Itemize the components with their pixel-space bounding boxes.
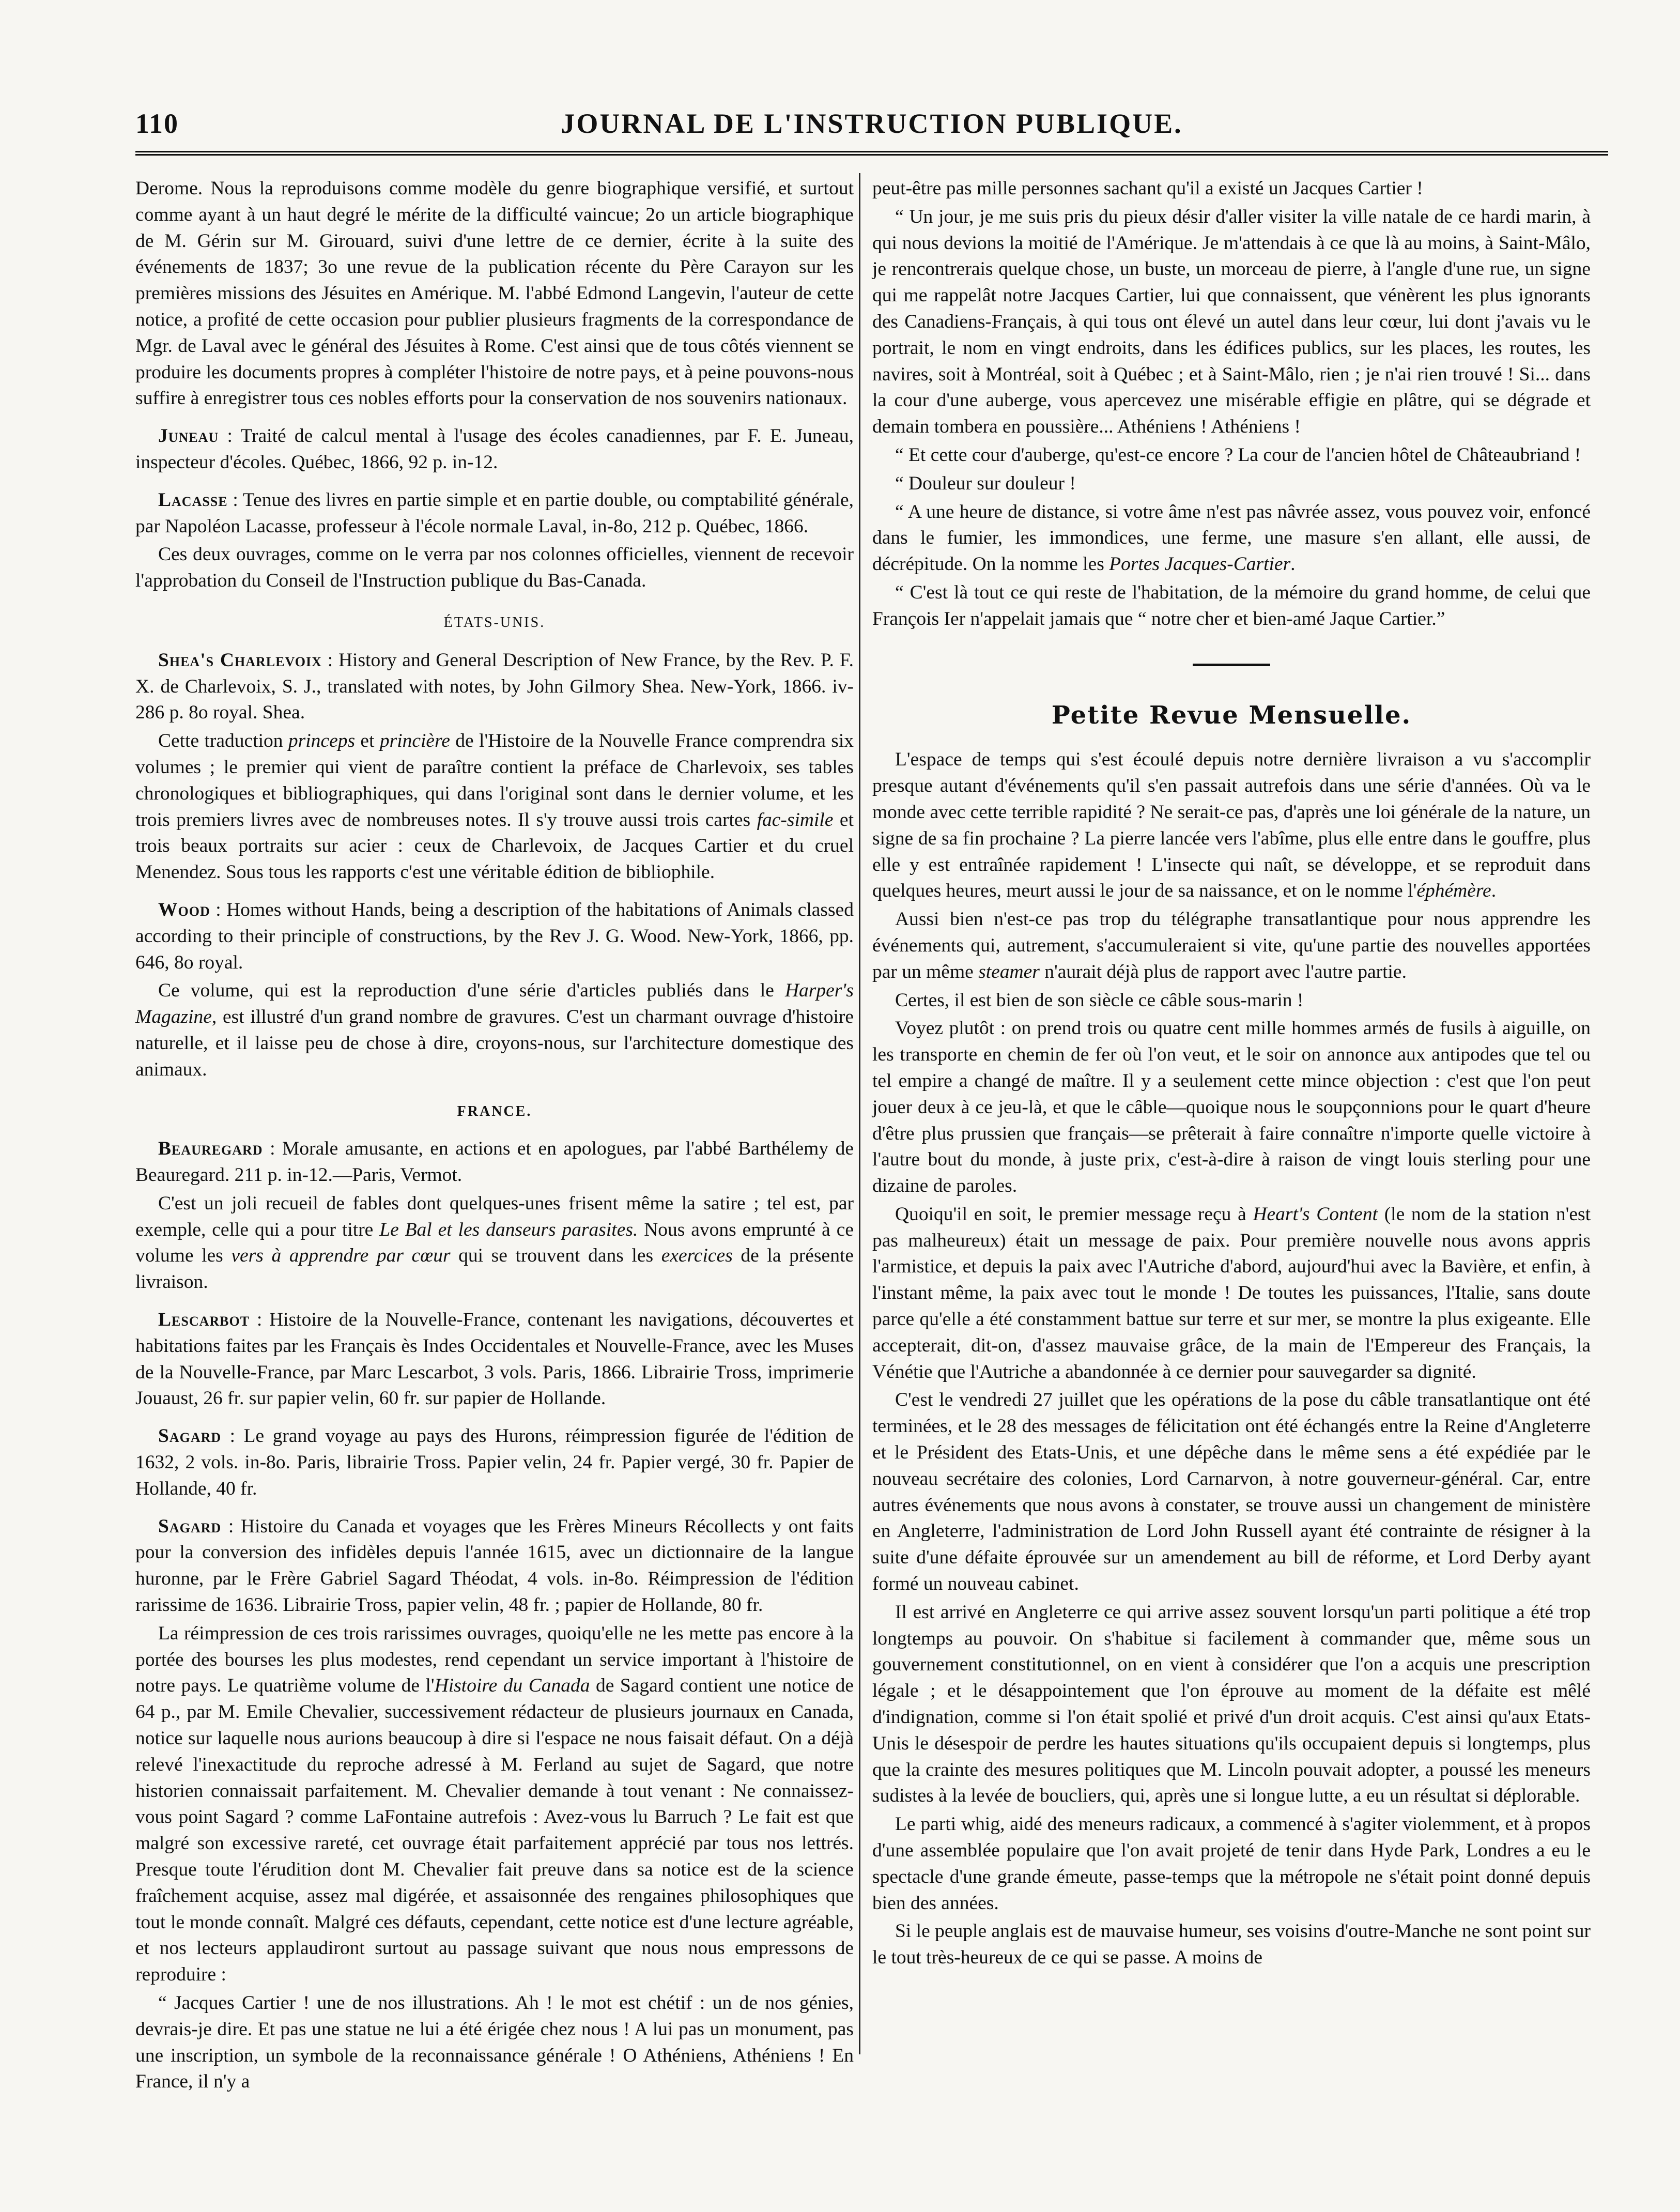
quotation: peut-être pas mille personnes sachant qu'il a existé un Jacques Cartier ! [872, 178, 1423, 199]
section-divider [1193, 664, 1270, 666]
section-heading: ÉTATS-UNIS. [443, 614, 546, 631]
entry-author: Shea's Charlevoix [158, 649, 322, 671]
quotation: “ Un jour, je me suis pris du pieux désir d'aller visiter la ville natale de ce hardi marin, à qui nous devions la moitié de l'Amérique. Je m'attendais à ce que là au moins, à Saint-Mâlo, je rencontrerais quelque chose, un buste, un morceau de pierre, à l'angle d'une rue, un signe qui me rappelât notre Jacques Cartier, lui que connaissent, que vénèrent les plus ignorants des Canadiens-Français, à qui tous ont élevé un autel dans leur cœur, lui dont j'avais vu le portrait, le nom en vingt endroits, dans les édifices publics, sur les places, les routes, les navires, soit à Montréal, soit à Québec ; et à Saint-Mâlo, rien ; je n'ai rien trouvé ! Si... dans la cour d'une auberge, vous apercevez une misérable effigie en plâtre, qui se dégrade et demain tombera en poussière... Athéniens ! Athéniens ! [872, 206, 1591, 438]
bibliography-entry: Lacasse : Tenue des livres en partie simple et en partie double, ou comptabilité générale, par Napoléon Lacasse, professeur à l'école normale Laval, in-8o, 212 p. Québec, 1866. [135, 489, 854, 537]
paragraph: Cette traduction princeps et princière de l'Histoire de la Nouvelle France comprendra six volumes ; le premier qui vient de paraître contient la préface de Charlevoix, ses tables chronologiques et bibliographiques, qui dans l'original sont dans le dernier volume, et les trois premiers livres avec de nombreuses notes. Il s'y trouve aussi trois cartes fac-simile et trois beaux portraits sur acier : ceux de Charlevoix, de Jacques Cartier et du cruel Menendez. Sous tous les rapports c'est une véritable édition de bibliophile. [135, 730, 854, 883]
bibliography-entry: Sagard : Le grand voyage au pays des Hurons, réimpression figurée de l'édition de 1632, 2 vols. in-8o. Paris, librairie Tross. Papier velin, 24 fr. Papier vergé, 30 fr. Papier de Hollande, 40 fr. [135, 1425, 854, 1499]
paragraph: La réimpression de ces trois rarissimes ouvrages, quoiqu'elle ne les mette pas encore à la portée des bourses les plus modestes, rend cependant un service important à l'histoire de notre pays. Le quatrième volume de l'Histoire du Canada de Sagard contient une notice de 64 p., par M. Emile Chevalier, successivement rédacteur de plusieurs journaux en Canada, notice sur laquelle nous aurions beaucoup à dire si l'espace ne nous faisait défaut. On a déjà relevé l'inexactitude du reproche adressé à M. Ferland au sujet de Sagard, que notre historien connaissait parfaitement. M. Chevalier demande à tout venant : Ne connaissez-vous point Sagard ? comme LaFontaine autrefois : Avez-vous lu Barruch ? Le fait est que malgré son excessive rareté, cet ouvrage était parfaitement apprécié par tous nos lettrés. Presque toute l'érudition dont M. Chevalier fait preuve dans sa notice est de la science fraîchement acquise, assez mal digérée, et assaisonnée des rengaines philosophiques que tout le monde connaît. Malgré ces défauts, cependant, cette notice est d'une lecture agréable, et nos lecteurs applaudiront surtout au passage suivant que nous nous empressons de reproduire : [135, 1622, 854, 1986]
article-title: Petite Revue Mensuelle. [1051, 700, 1412, 730]
page-number: 110 [135, 108, 179, 139]
left-column [135, 176, 854, 2107]
paragraph: C'est un joli recueil de fables dont quelques-unes frisent même la satire ; tel est, par exemple, celle qui a pour titre Le Bal et les danseurs parasites. Nous avons emprunté à ce volume les vers à apprendre par cœur qui se trouvent dans les exercices de la présente livraison. [135, 1192, 854, 1293]
bibliography-entry: Wood : Homes without Hands, being a description of the habitations of Animals classed according to their principle of constructions, by the Rev J. G. Wood. New-York, 1866, pp. 646, 8o royal. [135, 899, 854, 973]
paragraph: Voyez plutôt : on prend trois ou quatre cent mille hommes armés de fusils à aiguille, on les transporte en chemin de fer où l'on veut, et le soir on annonce aux antipodes que tel ou tel empire a changé de maître. Il y a seulement cette mince objection : c'est que l'on peut jouer deux à ce jeu-là, et que le câble—quoique nous le soupçonnions pour le quart d'heure d'être plus prussien que français—se prêterait à faire connaître n'importe quelle victoire à l'autre bout du monde, à juste prix, c'est-à-dire à raison de vingt louis sterling pour une dizaine de paroles. [872, 1018, 1591, 1197]
quotation: “ Douleur sur douleur ! [895, 472, 1076, 494]
paragraph: Quoiqu'il en soit, le premier message reçu à Heart's Content (le nom de la station n'est pas malheureux) était un message de paix. Pour première nouvelle nous avons appris l'armistice, et depuis la paix avec l'Autriche d'abord, aujourd'hui avec la Bavière, et enfin, à l'instant même, la paix avec tout le monde ! De toutes les puissances, l'Italie, sans doute parce qu'elle a été constamment battue sur terre et sur mer, se montre la plus exigeante. Elle accepterait, dit-on, d'assez mauvaise grâce, de la main de l'Empereur des Français, la Vénétie que l'Autriche a abandonnée à ce dernier pour sauvegarder sa dignité. [872, 1203, 1591, 1382]
entry-author: Beauregard [158, 1138, 263, 1160]
quotation: “ Jacques Cartier ! une de nos illustrations. Ah ! le mot est chétif : un de nos génies, devrais-je dire. Et pas une statue ne lui a été érigée chez nous ! A lui pas un monument, pas une inscription, un symbole de la reconnaissance générale ! O Athéniens, Athéniens ! En France, il n'y a [135, 1992, 854, 2093]
bibliography-entry: Juneau : Traité de calcul mental à l'usage des écoles canadiennes, par F. E. Juneau, inspecteur d'écoles. Québec, 1866, 92 p. in-12. [135, 425, 854, 473]
paragraph: Ces deux ouvrages, comme on le verra par nos colonnes officielles, viennent de recevoir l'approbation du Conseil de l'Instruction publique du Bas-Canada. [135, 544, 854, 592]
bibliography-entry: Sagard : Histoire du Canada et voyages que les Frères Mineurs Récollects y ont faits pour la conversion des infidèles depuis l'année 1615, avec un dictionnaire de la langue huronne, par le Frère Gabriel Sagard Théodat, 4 vols. in-8o. Réimpression de l'édition rarissime de 1636. Librairie Tross, papier velin, 48 fr. ; papier de Hollande, 80 fr. [135, 1515, 854, 1616]
bibliography-entry: Shea's Charlevoix : History and General Description of New France, by the Rev. P. F. X. de Charlevoix, S. J., translated with notes, by John Gilmory Shea. New-York, 1866. iv-286 p. 8o royal. Shea. [135, 649, 854, 724]
paragraph: Le parti whig, aidé des meneurs radicaux, a commencé à s'agiter violemment, et à propos d'une assemblée populaire que l'on avait projeté de tenir dans Hyde Park, Londres a eu le spectacle d'une grande émeute, passe-temps que la métropole ne s'était point donné depuis bien des années. [872, 1814, 1591, 1914]
bibliography-entry: Lescarbot : Histoire de la Nouvelle-France, contenant les navigations, découvertes et habitations faites par les Français ès Indes Occidentales et Nouvelle-France, avec les Muses de la Nouvelle-France, par Marc Lescarbot, 3 vols. Paris, 1866. Librairie Tross, imprimerie Jouaust, 26 fr. sur papier velin, 60 fr. sur papier de Hollande. [135, 1309, 854, 1409]
entry-author: Wood [158, 899, 210, 920]
quotation: “ C'est là tout ce qui reste de l'habitation, de la mémoire du grand homme, de celui que François Ier n'appelait jamais que “ notre cher et bien-amé Jaque Cartier.” [872, 581, 1591, 629]
page-header [135, 98, 1608, 145]
entry-author: Lescarbot [158, 1309, 250, 1331]
bibliography-entry: Beauregard : Morale amusante, en actions et en apologues, par l'abbé Barthélemy de Beauregard. 211 p. in-12.—Paris, Vermot. [135, 1138, 854, 1186]
entry-author: Sagard [158, 1425, 222, 1447]
paragraph: Derome. Nous la reproduisons comme modèle du genre biographique versifié, et surtout comme ayant à un haut degré le mérite de la difficulté vaincue; 2o un article biographique de M. Gérin sur M. Girouard, suivi d'une lettre de ce dernier, écrite à la suite des événements de 1837; 3o une revue de la publication récente du Père Carayon sur les premières missions des Jésuites en Amérique. M. l'abbé Edmond Langevin, l'auteur de cette notice, a profité de cette occasion pour publier plusieurs fragments de la correspondance de Mgr. de Laval avec le général des Jésuites à Rome. C'est ainsi que de tous côtés viennent se produire les documents propres à compléter l'histoire de notre pays, et à peine pouvons-nous suffire à enregistrer tous ces nobles efforts pour la conservation de nos souvenirs nationaux. [135, 178, 854, 409]
paragraph: Si le peuple anglais est de mauvaise humeur, ses voisins d'outre-Manche ne sont point sur le tout très-heureux de ce qui se passe. A moins de [872, 1921, 1591, 1969]
paragraph: Certes, il est bien de son siècle ce câble sous-marin ! [895, 989, 1304, 1011]
paragraph: Aussi bien n'est-ce pas trop du télégraphe transatlantique pour nous apprendre les événements qui, autrement, s'accumuleraient si vite, qu'une partie des nouvelles apportées par un même steamer n'aurait déjà plus de rapport avec l'autre partie. [872, 909, 1591, 982]
right-column [872, 176, 1591, 1973]
header-rule [135, 151, 1608, 156]
section-heading: FRANCE. [457, 1103, 532, 1119]
running-title: JOURNAL DE L'INSTRUCTION PUBLIQUE. [561, 108, 1183, 139]
quotation: “ Et cette cour d'auberge, qu'est-ce encore ? La cour de l'ancien hôtel de Châteaubriand ! [895, 444, 1581, 466]
paragraph: Ce volume, qui est la reproduction d'une série d'articles publiés dans le Harper's Magazine, est illustré d'un grand nombre de gravures. C'est un charmant ouvrage d'histoire naturelle, et il laisse peu de chose à dire, croyons-nous, sur l'architecture domestique des animaux. [135, 980, 854, 1080]
paragraph: C'est le vendredi 27 juillet que les opérations de la pose du câble transatlantique ont été terminées, et le 28 des messages de félicitation ont été échangés entre la Reine d'Angleterre et le Président des Etats-Unis, et une dépêche dans le même sens a été expédiée par le nouveau secrétaire des colonies, Lord Carnarvon, à notre gouverneur-général. Car, entre autres événements que nous avons à constater, se trouve aussi un changement de ministère en Angleterre, l'administration de Lord John Russell ayant été contrainte de résigner à la suite d'une défaite éprouvée sur un amendement au bill de réforme, et Lord Derby ayant formé un nouveau cabinet. [872, 1389, 1591, 1595]
paragraph: L'espace de temps qui s'est écoulé depuis notre dernière livraison a vu s'accomplir presque autant d'événements qu'il s'en passait autrefois dans une série d'années. Où va le monde avec cette terrible rapidité ? Ne serait-ce pas, d'après une loi générale de la nature, un signe de sa fin prochaine ? La pierre lancée vers l'abîme, plus elle entre dans le gouffre, plus elle y est entraînée rapidement ! L'insecte qui naît, se développe, et se reproduit dans quelques heures, meurt aussi le jour de sa naissance, et on le nomme l'éphémère. [872, 749, 1591, 902]
entry-author: Juneau [158, 425, 219, 447]
entry-author: Lacasse [158, 489, 228, 511]
entry-author: Sagard [158, 1515, 222, 1537]
quotation: “ A une heure de distance, si votre âme n'est pas nâvrée assez, vous pouvez voir, enfoncé dans le fumier, les immondices, une ferme, une masure s'en allant, elle aussi, de décrépitude. On la nomme les Portes Jacques-Cartier. [872, 501, 1591, 575]
column-divider [859, 173, 860, 2054]
paragraph: Il est arrivé en Angleterre ce qui arrive assez souvent lorsqu'un parti politique a été trop longtemps au pouvoir. On s'habitue si facilement à commander que, même sous un gouvernement constitutionnel, on en vient à considérer que l'on a acquis une prescription légale ; et le désappointement que l'on éprouve au moment de la défaite est mêlé d'indignation, comme si l'on était spolié et privé d'un droit acquis. C'est ainsi qu'aux Etats-Unis le désespoir de perdre les hautes situations qu'ils occupaient depuis si longtemps, plus que la crainte des mesures politiques que M. Lincoln pouvait adopter, a poussé les meneurs sudistes à la levée de boucliers, qui, après une si longue lutte, a eu un résultat si déplorable. [872, 1601, 1591, 1807]
